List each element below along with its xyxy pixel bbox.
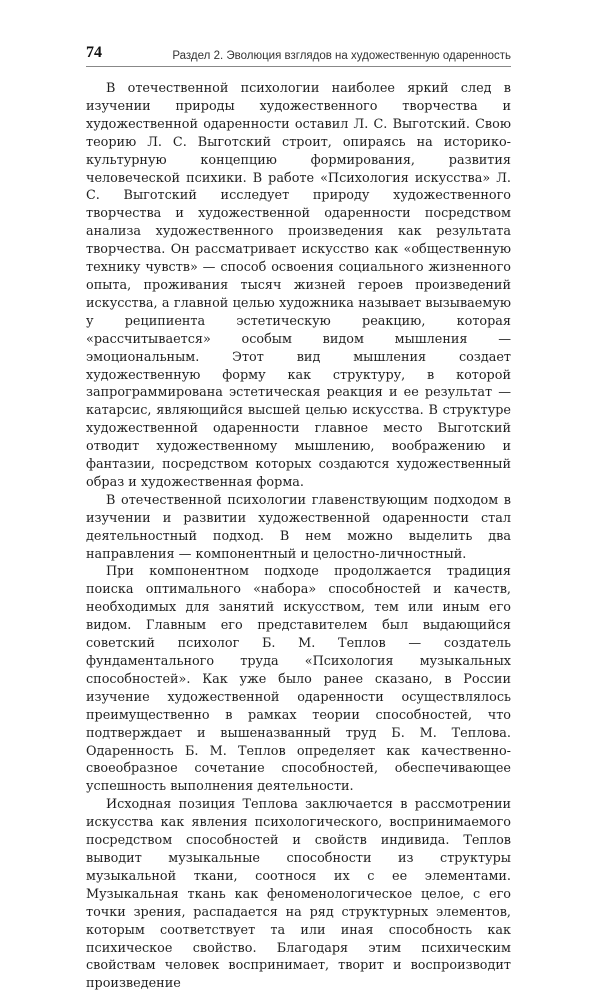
paragraph-2: В отечественной психологии главенствующим подходом в изучении и развитии художественной одаренности стал деятельностный подход. В нем можно выделить два направления — компонентный и целостно-личностный. [86, 492, 511, 562]
paragraph-3: При компонентном подходе продолжается традиция поиска оптимального «набора» способностей и качеств, необходимых для занятий искусством, тем или иным его видом. Главным его представителем был выдающийся советский психолог Б. М. Теплов — создатель фундаментального труда «Психология музыкальных способностей». Как уже было ранее сказано, в России изучение художественной одаренности осуществлялось преимущественно в рамках теории способностей, что подтверждает и вышеназванный труд Б. М. Теплова. Одаренность Б. М. Теплов определяет как качественно-своеобразное сочетание способностей, обеспечивающее успешность выполнения деятельности. [86, 564, 511, 795]
page-number: 74 [86, 44, 102, 61]
header-rule [86, 66, 511, 67]
page-body [86, 80, 511, 993]
running-title: Раздел 2. Эволюция взглядов на художественную одаренность [172, 50, 511, 62]
paragraph-1: В отечественной психологии наиболее яркий след в изучении природы художественного творчества и художественной одаренности оставил Л. С. Выготский. Свою теорию Л. С. Выготский строит, опираясь на историко-культурную концепцию формирования, развития человеческой психики. В работе «Психология искусства» Л. С. Выготский исследует природу художественного творчества и художественной одаренности посредством анализа художественного произведения как результата творчества. Он рассматривает искусство как «общественную технику чувств» — способ освоения социального жизненного опыта, проживания тысяч жизней героев произведений искусства, а главной целью художника называет вызываемую у реципиента эстетическую реакцию, которая «рассчитывается» особым видом мышления — эмоциональным. Этот вид мышления создает художественную форму как структуру, в которой запрограммирована эстетическая реакция и ее результат — катарсис, являющийся высшей целью искусства. В структуре художественной одаренности главное место Выготский отводит художественному мышлению, воображению и фантазии, посредством которых создаются художественный образ и художественная форма. [86, 81, 511, 490]
running-header [86, 42, 511, 62]
paragraph-4: Исходная позиция Теплова заключается в рассмотрении искусства как явления психологического, воспринимаемого посредством способностей и свойств индивида. Теплов выводит музыкальные способности из структуры музыкальной ткани, соотнося их с ее элементами. Музыкальная ткань как феноменологическое целое, с его точки зрения, распадается на ряд структурных элементов, которым соответствует та или иная способность как психическое свойство. Благодаря этим психическим свойствам человек воспринимает, творит и воспроизводит произведение [86, 797, 511, 992]
